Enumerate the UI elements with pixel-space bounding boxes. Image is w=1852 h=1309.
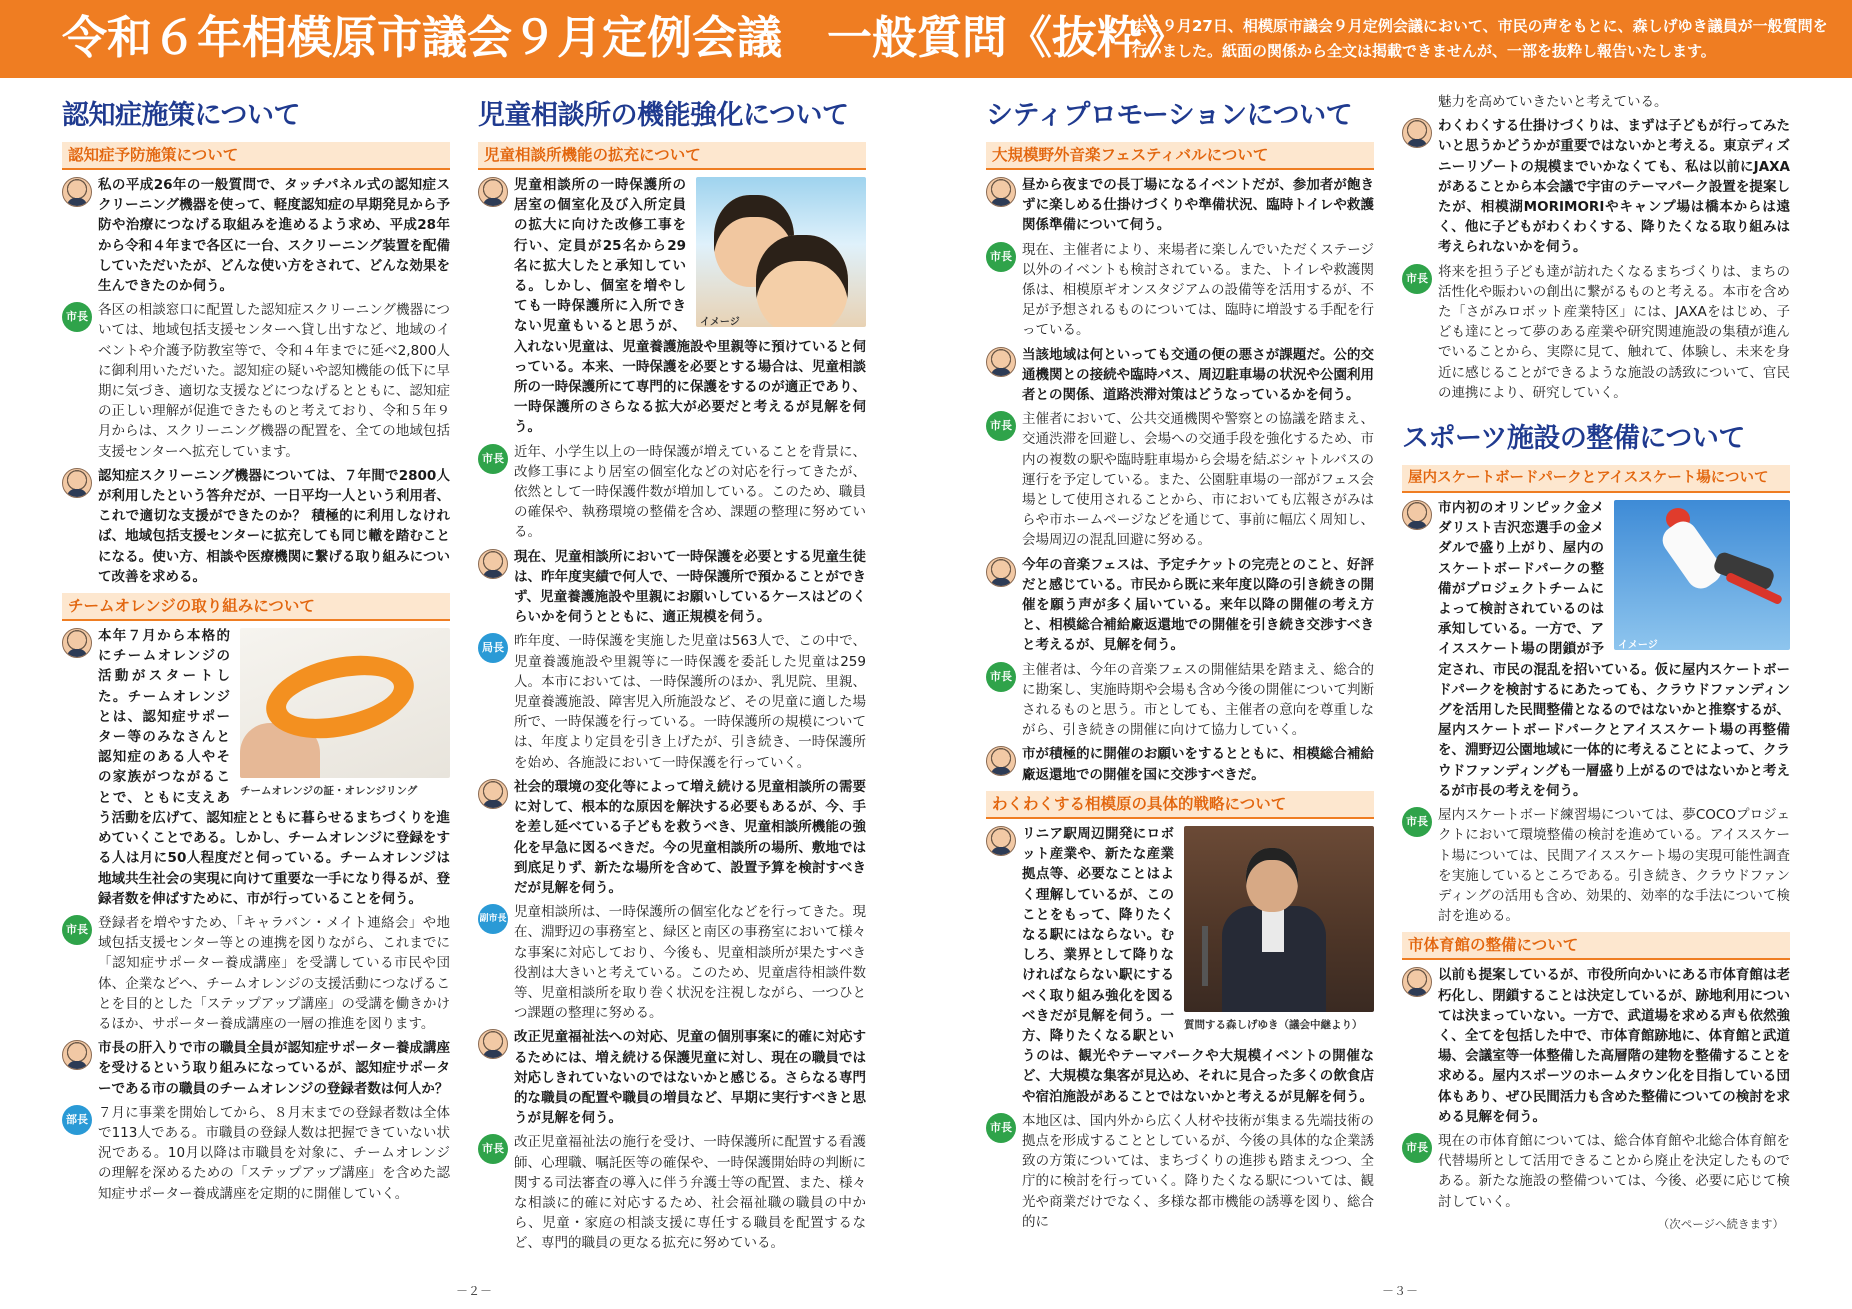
subsection-heading: わくわくする相模原の具体的戦略について bbox=[986, 791, 1374, 819]
question-paragraph bbox=[986, 744, 1374, 784]
answer-paragraph bbox=[62, 1103, 450, 1204]
photo-caption: チームオレンジの証・オレンジリング bbox=[240, 785, 418, 798]
council-member-avatar bbox=[478, 779, 508, 809]
mayor-badge: 市長 bbox=[1402, 264, 1432, 294]
subsection-heading: 屋内スケートボードパークとアイススケート場について bbox=[1402, 465, 1790, 493]
question-text: わくわくする仕掛けづくりは、まずは子どもが行ってみたいと思うかどうかが重要ではないかと考える。東京ディズニーリゾートの規模までいかなくても、私は以前にJAXAがあることから本会議で宇宙のテーマパーク設置を提案したが、相模湖MORIMORIやキャンプ場は橋本からは遠く、他に子どもがわくわくする、降りたくなる取り組みは考えられないかを伺う。 bbox=[1438, 118, 1790, 256]
answer-paragraph bbox=[1402, 805, 1790, 926]
question-paragraph bbox=[62, 466, 450, 587]
answer-paragraph bbox=[1402, 1131, 1790, 1212]
council-member-avatar bbox=[62, 177, 92, 207]
children-photo bbox=[696, 177, 866, 327]
question-paragraph bbox=[478, 547, 866, 628]
answer-paragraph bbox=[478, 1132, 866, 1253]
department-head-badge: 部長 bbox=[62, 1105, 92, 1135]
answer-paragraph bbox=[1402, 262, 1790, 403]
council-member-speaking-image bbox=[1184, 826, 1374, 1012]
continued-note: （次ページへ続きます） bbox=[1657, 1216, 1784, 1231]
answer-text: 将来を担う子ども達が訪れたくなるまちづくりは、まちの活性化や賑わいの創出に繋がるものと考える。本市を含めた「さがみロボット産業特区」には、JAXAをはじめ、子ども達にとって夢のある産業や研究関連施設の集積が進んでいることから、実際に見て、触れて、体験し、未来を身近に感じることができるような施設の誘致について、官民の連携により、研究していく。 bbox=[1438, 263, 1790, 401]
answer-paragraph bbox=[62, 913, 450, 1034]
council-member-avatar bbox=[986, 826, 1016, 856]
answer-text: 各区の相談窓口に配置した認知症スクリーニング機器については、地域包括支援センターへ貸し出すなど、地域のイベントや介護予防教室等で、令和４年までに延べ2,800人に御利用いただいた。認知症の疑いや認知機能の低下に早期に気づき、適切な支援などにつなげるとともに、認知症の正しい理解が促進できたものと考えており、令和５年９月からは、スクリーニング機器の配置を、全ての地域包括支援センターへ拡充しています。 bbox=[98, 302, 450, 460]
council-member-avatar bbox=[1402, 118, 1432, 148]
question-paragraph bbox=[478, 175, 866, 438]
answer-paragraph bbox=[478, 631, 866, 772]
mayor-badge: 市長 bbox=[62, 302, 92, 332]
answer-text: 屋内スケートボード練習場については、夢COCOプロジェクトにおいて環境整備の検討を進めている。アイススケート場については、民間アイススケート場の実現可能性調査を実施しているところである。引き続き、クラウドファンディングの活用も含め、効果的、効率的な手法について検討を進める。 bbox=[1438, 807, 1790, 925]
question-text: 市長の肝入りで市の職員全員が認知症サポーター養成講座を受けるという取り組みになっているが、認知症サポーターである市の職員のチームオレンジの登録者数は何人か？ bbox=[98, 1040, 450, 1097]
column-child-guidance bbox=[478, 92, 866, 1309]
question-paragraph bbox=[1402, 498, 1790, 801]
column-city-promotion bbox=[986, 92, 1374, 1309]
answer-text: 魅力を高めていきたいと考えている。 bbox=[1438, 94, 1668, 110]
answer-paragraph bbox=[986, 409, 1374, 550]
answer-paragraph bbox=[478, 902, 866, 1023]
skateboard-photo bbox=[1614, 500, 1790, 650]
answer-text: 登録者を増やすため、「キャラバン・メイト連絡会」や地域包括支援センター等との連携を図りながら、これまでに「認知症サポーター養成講座」を受講している市民や団体、企業などへ、チームオレンジの支援活動につなげることを目的とした「ステップアップ講座」の受講を働きかけるほか、サポーター養成講座の一層の推進を図ります。 bbox=[98, 914, 450, 1032]
question-paragraph bbox=[1402, 116, 1790, 257]
question-text: 本年７月から本格的にチームオレンジの活動がスタートした。チームオレンジとは、認知症サポーター等のみなさんと認知症のある人やその家族がつながることで、ともに支えあう活動を広げて、認知症とともに暮らせるまちづくりを進めていくことである。しかし、チームオレンジに登録をする人は月に50人程度だと伺っている。チームオレンジは地域共生社会の実現に向けて重要な一手になり得るが、登録者数を伸ばすために、市が行っていることを伺う。 bbox=[98, 628, 450, 907]
question-paragraph bbox=[986, 175, 1374, 236]
council-member-avatar bbox=[62, 1040, 92, 1070]
answer-text: 本地区は、国内外から広く人材や技術が集まる先端技術の拠点を形成することとしているが、今後の具体的な企業誘致の方策については、まちづくりの進捗も踏まえつつ、全庁的に検討を行っていく。降りたくなる駅については、観光や商業だけでなく、多様な都市機能の誘導を図り、総合的に bbox=[1022, 1112, 1374, 1230]
column-dementia bbox=[62, 92, 450, 1309]
bureau-chief-badge: 局長 bbox=[478, 633, 508, 663]
council-member-avatar bbox=[986, 557, 1016, 587]
question-text: 児童相談所の一時保護所の居室の個室化及び入所定員の拡大に向けた改修工事を行い、定員が25名から29名に拡大したと承知している。しかし、個室を増やしても一時保護所に入所できない児童もいると思うが、入れない児童は、児童養護施設や里親等に預けていると伺っている。本来、一時保護を必要とする場合は、児童相談所の一時保護所にて専門的に保護をするのが適正であり、一時保護所のさらなる拡大が必要だと考えるが見解を伺う。 bbox=[514, 177, 866, 436]
question-paragraph bbox=[986, 824, 1374, 1107]
photo-caption: 質問する森しげゆき（議会中継より） bbox=[1184, 1018, 1363, 1031]
intro-text: 去る９月27日、相模原市議会９月定例会議において、市民の声をもとに、森しげゆき議員が一般質問を行いました。紙面の関係から全文は掲載できませんが、一部を抜粋し報告いたします。 bbox=[1132, 17, 1828, 60]
subsection-heading: 児童相談所機能の拡充について bbox=[478, 142, 866, 170]
mayor-badge: 市長 bbox=[1402, 807, 1432, 837]
answer-paragraph bbox=[986, 1111, 1374, 1232]
answer-text: 近年、小学生以上の一時保護が増えていることを背景に、改修工事により居室の個室化などの対応を行ってきたが、依然として一時保護件数が増加している。このため、職員の確保や、執務環境の整備を含め、課題の整理に努めている。 bbox=[514, 443, 866, 541]
answer-paragraph bbox=[986, 240, 1374, 341]
answer-paragraph bbox=[986, 660, 1374, 741]
answer-text: 現在、主催者により、来場者に楽しんでいただくステージ以外のイベントも検討されている。また、トイレや救護関係は、相模原ギオンスタジアムの設備等を活用するが、不足が予想されるものについては、臨時に増設する手配を行っている。 bbox=[1022, 241, 1374, 339]
question-text: 市が積極的に開催のお願いをするとともに、相模総合補給廠返還地での開催を国に交渉すべきだ。 bbox=[1022, 746, 1374, 783]
subsection-heading: チームオレンジの取り組みについて bbox=[62, 593, 450, 621]
council-member-avatar bbox=[62, 628, 92, 658]
mayor-badge: 市長 bbox=[62, 915, 92, 945]
council-member-avatar bbox=[986, 177, 1016, 207]
question-paragraph bbox=[478, 1027, 866, 1128]
question-text: 私の平成26年の一般質問で、タッチパネル式の認知症スクリーニング機器を使って、軽度認知症の早期発見から予防や治療につなげる取組みを進めるよう求め、平成28年から令和４年まで各区に一台、スクリーニング装置を配備していただいたが、どんな使い方をされて、どんな効果を生んできたのか伺う。 bbox=[98, 177, 450, 295]
question-paragraph bbox=[62, 1038, 450, 1099]
speaker-photo bbox=[1184, 826, 1374, 1035]
answer-text: 主催者において、公共交通機関や警察との協議を踏まえ、交通渋滞を回避し、会場への交通手段を強化するため、市内の複数の駅や臨時駐車場から会場を結ぶシャトルバスの運行を予定している。また、公園駐車場の一部がフェス会場として使用されることから、市においても広報さがみはらや市ホームページなどを通じて、事前に幅広く周知し、会場周辺の混乱回避に努める。 bbox=[1022, 411, 1374, 549]
question-paragraph bbox=[62, 626, 450, 909]
question-text: 以前も提案しているが、市役所向かいにある市体育館は老朽化し、閉鎖することは決定しているが、跡地利用については決まっていない。一方で、武道場を求める声も依然強く、全てを包括した中で、市体育館跡地に、体育館と武道場、会議室等一体整備した高層階の建物を整備することを求める。屋内スポーツのホームタウン化を目指している団体もあり、ぜひ民間活力も含めた整備についての検討を求める見解を伺う。 bbox=[1438, 967, 1790, 1125]
council-member-avatar bbox=[478, 549, 508, 579]
subsection-heading: 大規模野外音楽フェスティバルについて bbox=[986, 142, 1374, 170]
council-member-avatar bbox=[986, 347, 1016, 377]
vice-mayor-badge: 副市長 bbox=[478, 904, 508, 934]
answer-text: 児童相談所は、一時保護所の個室化などを行ってきた。現在、淵野辺の事務室と、緑区と南区の事務室において様々な事案に対応しており、今後も、児童相談所が果たすべき役割は大きいと考えている。このため、児童虐待相談件数等、児童相談所を取り巻く状況を注視しながら、一つひとつ課題の整理に努める。 bbox=[514, 904, 866, 1022]
council-member-avatar bbox=[986, 746, 1016, 776]
skateboarder-image bbox=[1614, 500, 1790, 650]
question-text: 市内初のオリンピック金メダリスト吉沢恋選手の金メダルで盛り上がり、屋内のスケートボードパークの整備がプロジェクトチームによって検討されているのは承知している。一方で、アイススケート場の閉鎖が予定され、市民の混乱を招いている。仮に屋内スケートボードパークを検討するにあたっても、クラウドファンディングを活用した民間整備となるのではないかと推察するが、屋内スケートボードパークとアイススケート場の再整備を、淵野辺公園地域に一体的に考えることによって、クラウドファンディングも一層盛り上がるのではないかと考えるが市長の考えを伺う。 bbox=[1438, 500, 1790, 799]
section-heading: 認知症施策について bbox=[62, 100, 300, 131]
question-text: 社会的環境の変化等によって増え続ける児童相談所の需要に対して、根本的な原因を解決する必要もあるが、今、手を差し延べている子どもを救うべき、児童相談所機能の強化を早急に図るべきだ。今の児童相談所の場所、敷地では到底足りず、新たな場所を含めて、設置予算を検討すべきだが見解を伺う。 bbox=[514, 778, 866, 896]
children-image bbox=[696, 177, 866, 327]
page-number-right: －３－ bbox=[1382, 1284, 1419, 1298]
answer-text: ７月に事業を開始してから、８月末までの登録者数は全体で113人である。市職員の登録人数は把握できていない状況である。10月以降は市職員を対象に、チームオレンジの理解を深めるための「ステップアップ講座」を含めた認知症サポーター養成講座を定期的に開催していく。 bbox=[98, 1104, 450, 1202]
subsection-heading: 市体育館の整備について bbox=[1402, 932, 1790, 960]
orange-ring-photo bbox=[240, 628, 450, 801]
council-member-avatar bbox=[478, 177, 508, 207]
question-text: 当該地域は何といっても交通の便の悪さが課題だ。公的交通機関との接続や臨時バス、周辺駐車場の状況や公園利用者との関係、道路渋滞対策はどうなっているかを伺う。 bbox=[1022, 346, 1374, 404]
image-note: イメージ bbox=[700, 317, 740, 328]
question-text: 昼から夜までの長丁場になるイベントだが、参加者が飽きずに楽しめる仕掛けづくりや準備状況、臨時トイレや救護関係準備について伺う。 bbox=[1022, 177, 1374, 234]
question-text: 現在、児童相談所において一時保護を必要とする児童生徒は、昨年度実績で何人で、一時保護所で預かることができず、児童養護施設や里親にお願いしているケースはどのくらいかを伺うとともに、適正規模を伺う。 bbox=[514, 548, 866, 626]
answer-text: 現在の市体育館については、総合体育館や北総合体育館を代替場所として活用できることから廃止を決定したものである。新たな施設の整備ついては、今後、必要に応じて検討していく。 bbox=[1438, 1132, 1790, 1210]
answer-paragraph bbox=[478, 442, 866, 543]
mayor-badge: 市長 bbox=[1402, 1133, 1432, 1163]
answer-continuation bbox=[1402, 92, 1790, 112]
page-title: 令和６年相模原市議会９月定例会議 一般質問《抜粋》 bbox=[62, 11, 1188, 64]
mayor-badge: 市長 bbox=[478, 444, 508, 474]
council-member-avatar bbox=[1402, 967, 1432, 997]
question-text: 改正児童福祉法への対応、児童の個別事案に的確に対応するためには、増え続ける保護児童に対し、現在の職員では対応しきれていないのではないかと感じる。さらなる専門的な職員の配置や職員の増員など、早期に実行すべきと思うが見解を伺う。 bbox=[514, 1029, 866, 1127]
header-banner bbox=[0, 0, 1852, 78]
answer-paragraph bbox=[62, 300, 450, 462]
mayor-badge: 市長 bbox=[986, 411, 1016, 441]
section-heading: スポーツ施設の整備について bbox=[1402, 423, 1745, 455]
mayor-badge: 市長 bbox=[986, 1113, 1016, 1143]
question-text: 今年の音楽フェスは、予定チケットの完売とのこと、好評だと感じている。市民から既に来年度以降の引き続きの開催を願う声が多く届いている。来年以降の開催の考え方と、相模総合補給廠返還地での開催を引き続き交渉すべきと考えるが、見解を伺う。 bbox=[1022, 556, 1374, 654]
question-paragraph bbox=[986, 345, 1374, 406]
question-paragraph bbox=[478, 777, 866, 898]
question-paragraph bbox=[62, 175, 450, 296]
council-member-avatar bbox=[1402, 500, 1432, 530]
column-sports-facilities bbox=[1402, 92, 1790, 1309]
question-text: リニア駅周辺開発にロボット産業や、新たな産業拠点等、必要なことはよく理解しているが、このことをもって、降りたくなる駅にはならない。むしろ、業界として降りなければならない駅にするべく取り組み強化を図るべきだが見解を伺う。一方、降りたくなる駅というのは、観光やテーマパークや大規模イベントの開催など、大規模な集客が見込め、それに見合った多くの飲食店や宿泊施設があることではないかと考えるが見解を伺う。 bbox=[1022, 825, 1374, 1105]
answer-text: 昨年度、一時保護を実施した児童は563人で、この中で、児童養護施設や里親等に一時保護を委託した児童は259人。本市においては、一時保護所のほか、乳児院、里親、児童養護施設、障害児入所施設など、その児童に適した場所で、一時保護を行っている。一時保護所の規模については、年度より定員を引き上げたが、引き続き、一時保護所を始め、各施設において一時保護を行っていく。 bbox=[514, 633, 866, 771]
council-member-avatar bbox=[478, 1029, 508, 1059]
mayor-badge: 市長 bbox=[986, 662, 1016, 692]
page-number-left: －２－ bbox=[456, 1284, 493, 1298]
orange-ring-image bbox=[240, 628, 450, 778]
mayor-badge: 市長 bbox=[478, 1134, 508, 1164]
answer-text: 改正児童福祉法の施行を受け、一時保護所に配置する看護師、心理職、嘱託医等の確保や、一時保護開始時の判断に関する司法審査の導入に伴う弁護士等の配置、また、様々な相談に的確に対応するため、社会福祉職の職員の中から、児童・家庭の相談支援に専任する職員を配置するなど、専門的職員の更なる拡充に努めている。 bbox=[514, 1134, 866, 1252]
section-heading: 児童相談所の機能強化について bbox=[478, 100, 849, 131]
section-heading: シティプロモーションについて bbox=[986, 100, 1353, 131]
council-member-avatar bbox=[62, 468, 92, 498]
image-note: イメージ bbox=[1618, 640, 1658, 652]
mayor-badge: 市長 bbox=[986, 242, 1016, 272]
answer-text: 主催者は、今年の音楽フェスの開催結果を踏まえ、総合的に勘案し、実施時期や会場も含め今後の開催について判断されるものと思う。市としても、主催者の意向を尊重しながら、引き続きの開催に向けて協力していく。 bbox=[1022, 661, 1374, 739]
question-paragraph bbox=[1402, 965, 1790, 1127]
subsection-heading: 認知症予防施策について bbox=[62, 142, 450, 170]
question-paragraph bbox=[986, 555, 1374, 656]
question-text: 認知症スクリーニング機器については、７年間で2800人が利用したという答弁だが、一日平均一人という利用者、これで適切な支援ができたのか？ 積極的に利用しなければ、地域包括支援センターに拡充しても同じ轍を踏むことになる。使い方、相談や医療機関に繋げる取り組みについて改善を求める。 bbox=[98, 467, 450, 585]
